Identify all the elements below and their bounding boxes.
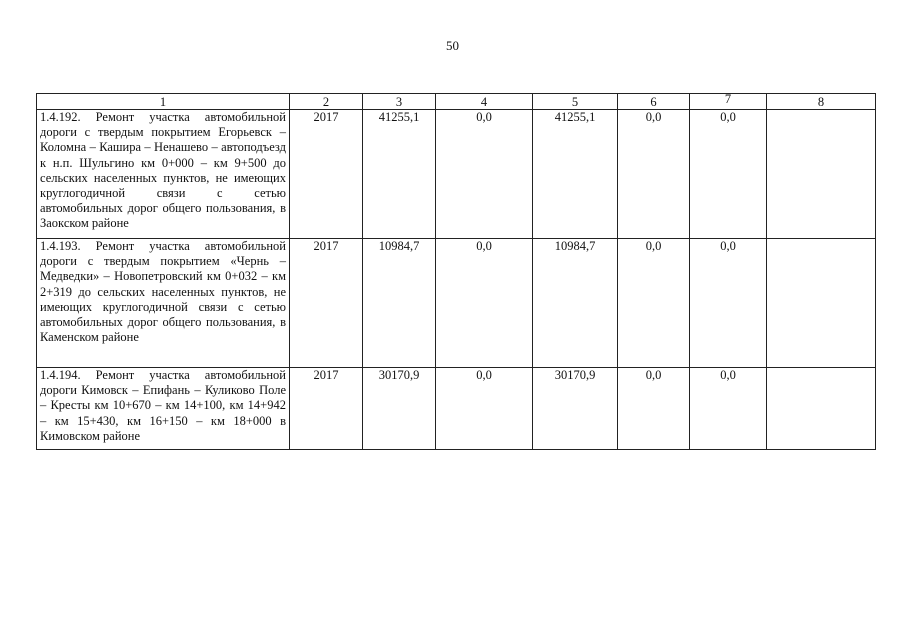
table-header-row: [37, 94, 876, 110]
row-year: 2017: [290, 368, 363, 450]
header-col-7: [690, 94, 767, 110]
row-col-8: [767, 110, 876, 239]
row-description: 1.4.194. Ремонт участка автомобильной дороги Кимовск – Епифань – Куликово Поле – Кресты км 10+670 – км 14+100, км 14+942 – км 15+430, км 16+150 – км 18+000 в Кимовском районе: [37, 368, 290, 450]
header-col-8: 8: [767, 94, 876, 110]
row-col-6: 0,0: [618, 368, 690, 450]
row-col-3: 41255,1: [363, 110, 436, 239]
row-col-5: 30170,9: [533, 368, 618, 450]
header-col-2: 2: [290, 94, 363, 110]
data-table: [36, 93, 876, 450]
row-description: 1.4.192. Ремонт участка автомобильной дороги с твердым покрытием Егорьевск – Коломна – Кашира – Ненашево – автоподъезд к н.п. Шульгино км 0+000 – км 9+500 до сельских населенных пунктов, не имеющих круглогодичной связи с сетью автомобильных дорог общего пользования, в Заокском районе: [37, 110, 290, 239]
table-row: [37, 239, 876, 368]
header-col-4: 4: [436, 94, 533, 110]
row-col-6: 0,0: [618, 239, 690, 368]
header-col-7-label: 7: [724, 92, 732, 106]
table-row: [37, 368, 876, 450]
page-number: 50: [446, 38, 459, 53]
row-year: 2017: [290, 239, 363, 368]
row-col-7: 0,0: [690, 239, 767, 368]
header-col-6: 6: [618, 94, 690, 110]
row-year: 2017: [290, 110, 363, 239]
header-col-1: 1: [37, 94, 290, 110]
header-col-3: 3: [363, 94, 436, 110]
row-col-7: 0,0: [690, 110, 767, 239]
row-col-8: [767, 239, 876, 368]
row-col-8: [767, 368, 876, 450]
row-col-6: 0,0: [618, 110, 690, 239]
row-col-5: 10984,7: [533, 239, 618, 368]
row-col-4: 0,0: [436, 110, 533, 239]
row-description: 1.4.193. Ремонт участка автомобильной дороги с твердым покрытием «Чернь – Медведки» – Новопетровский км 0+032 – км 2+319 до сельских населенных пунктов, не имеющих круглогодичной связи с сетью автомобильных дорог общего пользования, в Каменском районе: [37, 239, 290, 368]
header-col-5: 5: [533, 94, 618, 110]
row-col-3: 30170,9: [363, 368, 436, 450]
row-col-3: 10984,7: [363, 239, 436, 368]
row-col-7: 0,0: [690, 368, 767, 450]
row-col-4: 0,0: [436, 239, 533, 368]
row-col-5: 41255,1: [533, 110, 618, 239]
row-col-4: 0,0: [436, 368, 533, 450]
table-row: [37, 110, 876, 239]
